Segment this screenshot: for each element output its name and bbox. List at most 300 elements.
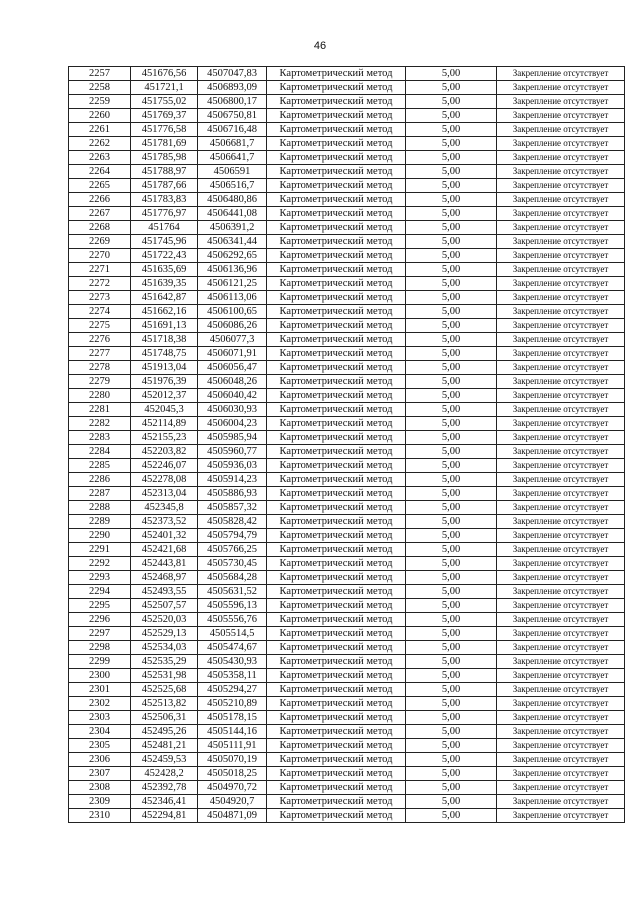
x-coordinate-cell: 451764: [131, 221, 198, 235]
method-cell: Картометрический метод: [267, 515, 406, 529]
point-number-cell: 2269: [69, 235, 131, 249]
table-row: [69, 151, 625, 165]
error-cell: 5,00: [406, 571, 497, 585]
method-cell: Картометрический метод: [267, 809, 406, 823]
method-cell: Картометрический метод: [267, 291, 406, 305]
method-cell: Картометрический метод: [267, 767, 406, 781]
method-cell: Картометрический метод: [267, 487, 406, 501]
x-coordinate-cell: 451776,97: [131, 207, 198, 221]
point-number-cell: 2257: [69, 67, 131, 81]
method-cell: Картометрический метод: [267, 697, 406, 711]
x-coordinate-cell: 451642,87: [131, 291, 198, 305]
x-coordinate-cell: 451691,13: [131, 319, 198, 333]
x-coordinate-cell: 452313,04: [131, 487, 198, 501]
table-row: [69, 249, 625, 263]
point-number-cell: 2288: [69, 501, 131, 515]
method-cell: Картометрический метод: [267, 193, 406, 207]
x-coordinate-cell: 452045,3: [131, 403, 198, 417]
error-cell: 5,00: [406, 753, 497, 767]
x-coordinate-cell: 452468,97: [131, 571, 198, 585]
method-cell: Картометрический метод: [267, 613, 406, 627]
y-coordinate-cell: 4505596,13: [198, 599, 267, 613]
method-cell: Картометрический метод: [267, 277, 406, 291]
point-number-cell: 2260: [69, 109, 131, 123]
x-coordinate-cell: 451976,39: [131, 375, 198, 389]
error-cell: 5,00: [406, 109, 497, 123]
point-number-cell: 2295: [69, 599, 131, 613]
error-cell: 5,00: [406, 403, 497, 417]
method-cell: Картометрический метод: [267, 67, 406, 81]
table-row: [69, 375, 625, 389]
status-cell: Закрепление отсутствует: [497, 207, 625, 221]
error-cell: 5,00: [406, 291, 497, 305]
method-cell: Картометрический метод: [267, 137, 406, 151]
method-cell: Картометрический метод: [267, 123, 406, 137]
y-coordinate-cell: 4506100,65: [198, 305, 267, 319]
method-cell: Картометрический метод: [267, 431, 406, 445]
point-number-cell: 2300: [69, 669, 131, 683]
error-cell: 5,00: [406, 557, 497, 571]
point-number-cell: 2279: [69, 375, 131, 389]
table-row: [69, 725, 625, 739]
method-cell: Картометрический метод: [267, 739, 406, 753]
error-cell: 5,00: [406, 67, 497, 81]
x-coordinate-cell: 452506,31: [131, 711, 198, 725]
status-cell: Закрепление отсутствует: [497, 683, 625, 697]
y-coordinate-cell: 4506341,44: [198, 235, 267, 249]
status-cell: Закрепление отсутствует: [497, 473, 625, 487]
point-number-cell: 2264: [69, 165, 131, 179]
error-cell: 5,00: [406, 697, 497, 711]
error-cell: 5,00: [406, 179, 497, 193]
point-number-cell: 2273: [69, 291, 131, 305]
x-coordinate-cell: 451776,58: [131, 123, 198, 137]
point-number-cell: 2297: [69, 627, 131, 641]
x-coordinate-cell: 452443,81: [131, 557, 198, 571]
error-cell: 5,00: [406, 389, 497, 403]
error-cell: 5,00: [406, 207, 497, 221]
error-cell: 5,00: [406, 781, 497, 795]
status-cell: Закрепление отсутствует: [497, 291, 625, 305]
y-coordinate-cell: 4505684,28: [198, 571, 267, 585]
method-cell: Картометрический метод: [267, 165, 406, 179]
y-coordinate-cell: 4506441,08: [198, 207, 267, 221]
error-cell: 5,00: [406, 627, 497, 641]
x-coordinate-cell: 452246,07: [131, 459, 198, 473]
error-cell: 5,00: [406, 585, 497, 599]
table-row: [69, 81, 625, 95]
error-cell: 5,00: [406, 165, 497, 179]
status-cell: Закрепление отсутствует: [497, 151, 625, 165]
status-cell: Закрепление отсутствует: [497, 725, 625, 739]
point-number-cell: 2268: [69, 221, 131, 235]
method-cell: Картометрический метод: [267, 641, 406, 655]
error-cell: 5,00: [406, 123, 497, 137]
table-row: [69, 389, 625, 403]
y-coordinate-cell: 4505294,27: [198, 683, 267, 697]
point-number-cell: 2302: [69, 697, 131, 711]
method-cell: Картометрический метод: [267, 599, 406, 613]
point-number-cell: 2283: [69, 431, 131, 445]
y-coordinate-cell: 4504970,72: [198, 781, 267, 795]
point-number-cell: 2286: [69, 473, 131, 487]
x-coordinate-cell: 452513,82: [131, 697, 198, 711]
point-number-cell: 2303: [69, 711, 131, 725]
y-coordinate-cell: 4505985,94: [198, 431, 267, 445]
x-coordinate-cell: 452401,32: [131, 529, 198, 543]
table-row: [69, 445, 625, 459]
error-cell: 5,00: [406, 221, 497, 235]
error-cell: 5,00: [406, 767, 497, 781]
y-coordinate-cell: 4505631,52: [198, 585, 267, 599]
table-row: [69, 683, 625, 697]
y-coordinate-cell: 4506121,25: [198, 277, 267, 291]
status-cell: Закрепление отсутствует: [497, 165, 625, 179]
method-cell: Картометрический метод: [267, 683, 406, 697]
status-cell: Закрепление отсутствует: [497, 795, 625, 809]
y-coordinate-cell: 4506030,93: [198, 403, 267, 417]
y-coordinate-cell: 4506040,42: [198, 389, 267, 403]
status-cell: Закрепление отсутствует: [497, 781, 625, 795]
y-coordinate-cell: 4506113,06: [198, 291, 267, 305]
x-coordinate-cell: 452529,13: [131, 627, 198, 641]
status-cell: Закрепление отсутствует: [497, 697, 625, 711]
x-coordinate-cell: 452428,2: [131, 767, 198, 781]
table-row: [69, 291, 625, 305]
table-row: [69, 193, 625, 207]
y-coordinate-cell: 4505828,42: [198, 515, 267, 529]
status-cell: Закрепление отсутствует: [497, 515, 625, 529]
table-row: [69, 123, 625, 137]
method-cell: Картометрический метод: [267, 81, 406, 95]
y-coordinate-cell: 4505730,45: [198, 557, 267, 571]
table-row: [69, 473, 625, 487]
status-cell: Закрепление отсутствует: [497, 613, 625, 627]
status-cell: Закрепление отсутствует: [497, 221, 625, 235]
status-cell: Закрепление отсутствует: [497, 263, 625, 277]
y-coordinate-cell: 4506893,09: [198, 81, 267, 95]
y-coordinate-cell: 4505766,25: [198, 543, 267, 557]
y-coordinate-cell: 4506591: [198, 165, 267, 179]
table-row: [69, 431, 625, 445]
y-coordinate-cell: 4506391,2: [198, 221, 267, 235]
y-coordinate-cell: 4505936,03: [198, 459, 267, 473]
x-coordinate-cell: 451769,37: [131, 109, 198, 123]
y-coordinate-cell: 4506641,7: [198, 151, 267, 165]
y-coordinate-cell: 4505474,67: [198, 641, 267, 655]
table-row: [69, 361, 625, 375]
x-coordinate-cell: 451676,56: [131, 67, 198, 81]
status-cell: Закрепление отсутствует: [497, 67, 625, 81]
table-row: [69, 417, 625, 431]
error-cell: 5,00: [406, 501, 497, 515]
coordinates-table-body: [69, 67, 625, 823]
x-coordinate-cell: 451755,02: [131, 95, 198, 109]
table-row: [69, 347, 625, 361]
x-coordinate-cell: 451788,97: [131, 165, 198, 179]
y-coordinate-cell: 4505914,23: [198, 473, 267, 487]
y-coordinate-cell: 4506071,91: [198, 347, 267, 361]
error-cell: 5,00: [406, 459, 497, 473]
x-coordinate-cell: 452203,82: [131, 445, 198, 459]
x-coordinate-cell: 452345,8: [131, 501, 198, 515]
method-cell: Картометрический метод: [267, 459, 406, 473]
x-coordinate-cell: 452507,57: [131, 599, 198, 613]
method-cell: Картометрический метод: [267, 207, 406, 221]
status-cell: Закрепление отсутствует: [497, 347, 625, 361]
method-cell: Картометрический метод: [267, 417, 406, 431]
status-cell: Закрепление отсутствует: [497, 179, 625, 193]
method-cell: Картометрический метод: [267, 725, 406, 739]
error-cell: 5,00: [406, 641, 497, 655]
x-coordinate-cell: 451787,66: [131, 179, 198, 193]
status-cell: Закрепление отсутствует: [497, 109, 625, 123]
error-cell: 5,00: [406, 95, 497, 109]
status-cell: Закрепление отсутствует: [497, 249, 625, 263]
table-row: [69, 221, 625, 235]
y-coordinate-cell: 4505794,79: [198, 529, 267, 543]
y-coordinate-cell: 4506077,3: [198, 333, 267, 347]
method-cell: Картометрический метод: [267, 543, 406, 557]
y-coordinate-cell: 4505210,89: [198, 697, 267, 711]
method-cell: Картометрический метод: [267, 627, 406, 641]
x-coordinate-cell: 451783,83: [131, 193, 198, 207]
y-coordinate-cell: 4507047,83: [198, 67, 267, 81]
table-row: [69, 137, 625, 151]
x-coordinate-cell: 451635,69: [131, 263, 198, 277]
x-coordinate-cell: 452278,08: [131, 473, 198, 487]
point-number-cell: 2292: [69, 557, 131, 571]
table-row: [69, 263, 625, 277]
method-cell: Картометрический метод: [267, 403, 406, 417]
status-cell: Закрепление отсутствует: [497, 529, 625, 543]
table-row: [69, 515, 625, 529]
point-number-cell: 2270: [69, 249, 131, 263]
point-number-cell: 2272: [69, 277, 131, 291]
method-cell: Картометрический метод: [267, 445, 406, 459]
x-coordinate-cell: 452346,41: [131, 795, 198, 809]
y-coordinate-cell: 4505070,19: [198, 753, 267, 767]
y-coordinate-cell: 4505430,93: [198, 655, 267, 669]
status-cell: Закрепление отсутствует: [497, 319, 625, 333]
x-coordinate-cell: 452155,23: [131, 431, 198, 445]
error-cell: 5,00: [406, 361, 497, 375]
x-coordinate-cell: 452294,81: [131, 809, 198, 823]
table-row: [69, 641, 625, 655]
y-coordinate-cell: 4505886,93: [198, 487, 267, 501]
table-row: [69, 235, 625, 249]
table-row: [69, 403, 625, 417]
error-cell: 5,00: [406, 809, 497, 823]
point-number-cell: 2304: [69, 725, 131, 739]
point-number-cell: 2275: [69, 319, 131, 333]
status-cell: Закрепление отсутствует: [497, 557, 625, 571]
status-cell: Закрепление отсутствует: [497, 235, 625, 249]
point-number-cell: 2276: [69, 333, 131, 347]
point-number-cell: 2266: [69, 193, 131, 207]
table-row: [69, 809, 625, 823]
method-cell: Картометрический метод: [267, 781, 406, 795]
error-cell: 5,00: [406, 683, 497, 697]
point-number-cell: 2277: [69, 347, 131, 361]
y-coordinate-cell: 4504871,09: [198, 809, 267, 823]
x-coordinate-cell: 451785,98: [131, 151, 198, 165]
y-coordinate-cell: 4506516,7: [198, 179, 267, 193]
x-coordinate-cell: 451913,04: [131, 361, 198, 375]
table-row: [69, 277, 625, 291]
table-row: [69, 739, 625, 753]
error-cell: 5,00: [406, 319, 497, 333]
status-cell: Закрепление отсутствует: [497, 361, 625, 375]
method-cell: Картометрический метод: [267, 571, 406, 585]
table-row: [69, 207, 625, 221]
status-cell: Закрепление отсутствует: [497, 753, 625, 767]
table-row: [69, 487, 625, 501]
status-cell: Закрепление отсутствует: [497, 95, 625, 109]
table-row: [69, 795, 625, 809]
status-cell: Закрепление отсутствует: [497, 123, 625, 137]
method-cell: Картометрический метод: [267, 375, 406, 389]
error-cell: 5,00: [406, 711, 497, 725]
status-cell: Закрепление отсутствует: [497, 543, 625, 557]
point-number-cell: 2287: [69, 487, 131, 501]
point-number-cell: 2307: [69, 767, 131, 781]
y-coordinate-cell: 4506086,26: [198, 319, 267, 333]
point-number-cell: 2308: [69, 781, 131, 795]
method-cell: Картометрический метод: [267, 109, 406, 123]
error-cell: 5,00: [406, 473, 497, 487]
table-row: [69, 655, 625, 669]
method-cell: Картометрический метод: [267, 361, 406, 375]
error-cell: 5,00: [406, 347, 497, 361]
method-cell: Картометрический метод: [267, 151, 406, 165]
y-coordinate-cell: 4505144,16: [198, 725, 267, 739]
method-cell: Картометрический метод: [267, 319, 406, 333]
method-cell: Картометрический метод: [267, 473, 406, 487]
status-cell: Закрепление отсутствует: [497, 403, 625, 417]
y-coordinate-cell: 4506800,17: [198, 95, 267, 109]
y-coordinate-cell: 4505178,15: [198, 711, 267, 725]
x-coordinate-cell: 451745,96: [131, 235, 198, 249]
y-coordinate-cell: 4505556,76: [198, 613, 267, 627]
table-row: [69, 585, 625, 599]
error-cell: 5,00: [406, 739, 497, 753]
x-coordinate-cell: 452531,98: [131, 669, 198, 683]
status-cell: Закрепление отсутствует: [497, 501, 625, 515]
point-number-cell: 2310: [69, 809, 131, 823]
error-cell: 5,00: [406, 725, 497, 739]
point-number-cell: 2289: [69, 515, 131, 529]
method-cell: Картометрический метод: [267, 585, 406, 599]
error-cell: 5,00: [406, 333, 497, 347]
table-row: [69, 95, 625, 109]
x-coordinate-cell: 452392,78: [131, 781, 198, 795]
error-cell: 5,00: [406, 417, 497, 431]
x-coordinate-cell: 452373,52: [131, 515, 198, 529]
point-number-cell: 2278: [69, 361, 131, 375]
point-number-cell: 2282: [69, 417, 131, 431]
table-row: [69, 501, 625, 515]
point-number-cell: 2284: [69, 445, 131, 459]
error-cell: 5,00: [406, 193, 497, 207]
table-row: [69, 669, 625, 683]
error-cell: 5,00: [406, 529, 497, 543]
x-coordinate-cell: 452421,68: [131, 543, 198, 557]
error-cell: 5,00: [406, 487, 497, 501]
x-coordinate-cell: 452481,21: [131, 739, 198, 753]
table-row: [69, 767, 625, 781]
error-cell: 5,00: [406, 305, 497, 319]
table-row: [69, 753, 625, 767]
y-coordinate-cell: 4505358,11: [198, 669, 267, 683]
table-row: [69, 543, 625, 557]
status-cell: Закрепление отсутствует: [497, 431, 625, 445]
point-number-cell: 2262: [69, 137, 131, 151]
x-coordinate-cell: 452495,26: [131, 725, 198, 739]
table-row: [69, 459, 625, 473]
method-cell: Картометрический метод: [267, 249, 406, 263]
error-cell: 5,00: [406, 445, 497, 459]
error-cell: 5,00: [406, 277, 497, 291]
error-cell: 5,00: [406, 137, 497, 151]
y-coordinate-cell: 4505514,5: [198, 627, 267, 641]
y-coordinate-cell: 4506004,23: [198, 417, 267, 431]
error-cell: 5,00: [406, 515, 497, 529]
error-cell: 5,00: [406, 81, 497, 95]
x-coordinate-cell: 452535,29: [131, 655, 198, 669]
status-cell: Закрепление отсутствует: [497, 487, 625, 501]
status-cell: Закрепление отсутствует: [497, 767, 625, 781]
error-cell: 5,00: [406, 599, 497, 613]
status-cell: Закрепление отсутствует: [497, 599, 625, 613]
table-row: [69, 67, 625, 81]
status-cell: Закрепление отсутствует: [497, 277, 625, 291]
point-number-cell: 2258: [69, 81, 131, 95]
table-row: [69, 333, 625, 347]
method-cell: Картометрический метод: [267, 501, 406, 515]
table-row: [69, 529, 625, 543]
point-number-cell: 2309: [69, 795, 131, 809]
x-coordinate-cell: 452114,89: [131, 417, 198, 431]
y-coordinate-cell: 4505111,91: [198, 739, 267, 753]
error-cell: 5,00: [406, 375, 497, 389]
status-cell: Закрепление отсутствует: [497, 81, 625, 95]
point-number-cell: 2299: [69, 655, 131, 669]
y-coordinate-cell: 4504920,7: [198, 795, 267, 809]
method-cell: Картометрический метод: [267, 753, 406, 767]
x-coordinate-cell: 451639,35: [131, 277, 198, 291]
status-cell: Закрепление отсутствует: [497, 585, 625, 599]
point-number-cell: 2265: [69, 179, 131, 193]
status-cell: Закрепление отсутствует: [497, 305, 625, 319]
point-number-cell: 2274: [69, 305, 131, 319]
method-cell: Картометрический метод: [267, 235, 406, 249]
status-cell: Закрепление отсутствует: [497, 669, 625, 683]
x-coordinate-cell: 451781,69: [131, 137, 198, 151]
error-cell: 5,00: [406, 613, 497, 627]
table-row: [69, 179, 625, 193]
method-cell: Картометрический метод: [267, 669, 406, 683]
error-cell: 5,00: [406, 151, 497, 165]
table-row: [69, 711, 625, 725]
x-coordinate-cell: 451748,75: [131, 347, 198, 361]
point-number-cell: 2298: [69, 641, 131, 655]
error-cell: 5,00: [406, 235, 497, 249]
error-cell: 5,00: [406, 431, 497, 445]
point-number-cell: 2271: [69, 263, 131, 277]
error-cell: 5,00: [406, 655, 497, 669]
point-number-cell: 2259: [69, 95, 131, 109]
